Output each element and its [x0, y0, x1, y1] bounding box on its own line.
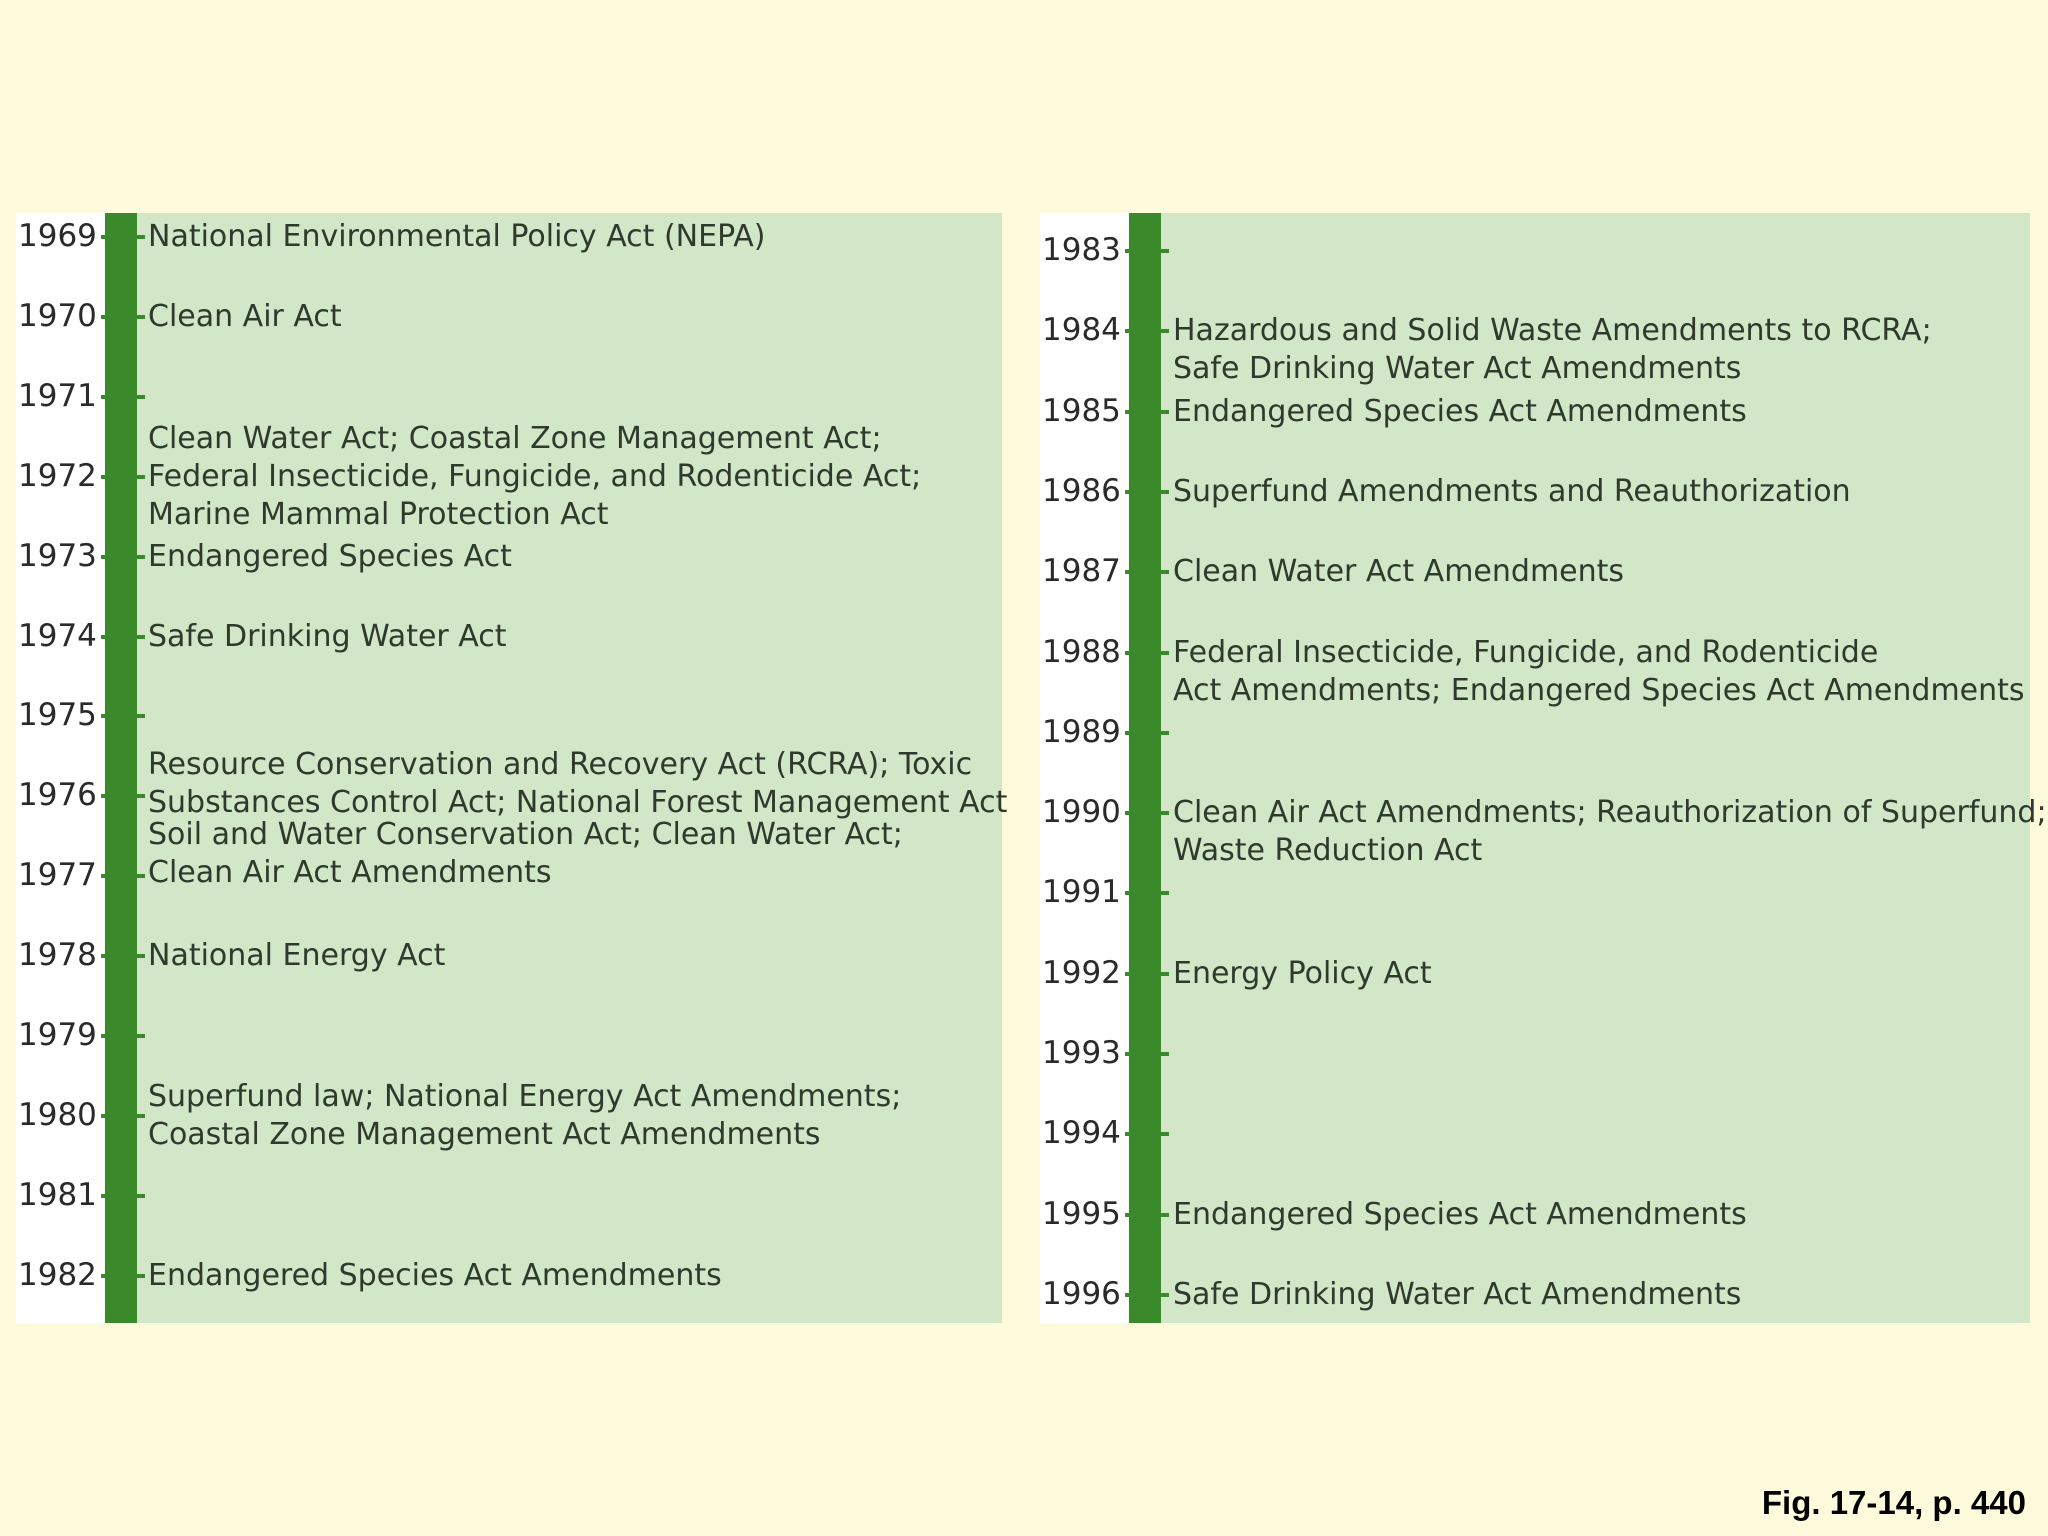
event-text: Waste Reduction Act	[1173, 833, 1483, 869]
year-tick	[101, 475, 145, 479]
event-text: National Energy Act	[148, 938, 446, 974]
year-tick	[101, 395, 145, 399]
year-label: 1978	[18, 937, 97, 974]
year-tick	[1125, 1052, 1169, 1056]
year-tick	[101, 874, 145, 878]
year-label: 1970	[18, 297, 97, 334]
year-tick	[1125, 329, 1169, 333]
event-text: Endangered Species Act Amendments	[1173, 393, 1747, 429]
year-tick	[101, 1114, 145, 1118]
year-tick	[1125, 490, 1169, 494]
year-label: 1980	[18, 1096, 97, 1133]
year-label: 1976	[18, 777, 97, 814]
year-tick	[101, 635, 145, 639]
event-text: Endangered Species Act Amendments	[148, 1257, 722, 1293]
event-text: Hazardous and Solid Waste Amendments to RCRA;	[1173, 313, 1932, 349]
year-label: 1969	[18, 218, 97, 254]
year-label: 1988	[1042, 633, 1121, 670]
event-text: Superfund law; National Energy Act Amendments;	[148, 1078, 902, 1114]
event-text: Superfund Amendments and Reauthorization	[1173, 473, 1851, 509]
year-label: 1992	[1042, 954, 1121, 991]
event-text: Safe Drinking Water Act Amendments	[1173, 351, 1742, 387]
year-label: 1985	[1042, 392, 1121, 429]
year-label: 1991	[1042, 874, 1121, 911]
year-label: 1981	[18, 1176, 97, 1213]
year-tick	[1125, 1213, 1169, 1217]
year-tick	[101, 714, 145, 718]
year-tick	[1125, 570, 1169, 574]
year-label: 1977	[18, 857, 97, 894]
event-text: Substances Control Act; National Forest Management Act	[148, 785, 1008, 821]
figure-caption: Fig. 17-14, p. 440	[1761, 1484, 2026, 1521]
timeline-panel-right	[1040, 213, 2047, 1323]
year-tick	[101, 1034, 145, 1038]
year-tick	[101, 1194, 145, 1198]
event-text: Endangered Species Act Amendments	[1173, 1196, 1747, 1232]
year-label: 1986	[1042, 472, 1121, 509]
year-tick	[101, 235, 145, 239]
event-text: Clean Air Act Amendments	[148, 855, 552, 891]
year-label: 1979	[18, 1017, 97, 1053]
year-tick	[1125, 811, 1169, 815]
year-label: 1989	[1042, 713, 1121, 750]
timeline-bar	[105, 213, 137, 1323]
year-tick	[1125, 410, 1169, 414]
year-tick	[101, 1274, 145, 1278]
event-text: Clean Air Act Amendments; Reauthorization of Superfund;	[1173, 795, 2047, 831]
year-label: 1971	[18, 377, 97, 414]
year-tick	[101, 794, 145, 798]
event-text: Endangered Species Act	[148, 538, 512, 574]
year-label: 1995	[1042, 1195, 1121, 1232]
year-tick	[101, 315, 145, 319]
year-label: 1974	[18, 617, 97, 654]
year-label: 1975	[18, 697, 97, 734]
year-label: 1993	[1042, 1035, 1121, 1071]
event-text: Soil and Water Conservation Act; Clean Water Act;	[148, 817, 903, 853]
year-label: 1982	[18, 1256, 97, 1293]
event-text: Safe Drinking Water Act	[148, 618, 507, 654]
year-tick	[1125, 1293, 1169, 1297]
year-tick	[101, 954, 145, 958]
event-text: Clean Air Act	[148, 298, 342, 334]
event-text: Marine Mammal Protection Act	[148, 496, 609, 532]
year-label: 1990	[1042, 794, 1121, 831]
event-text: National Environmental Policy Act (NEPA)	[148, 219, 766, 254]
year-label: 1996	[1042, 1275, 1121, 1312]
event-text: Safe Drinking Water Act Amendments	[1173, 1276, 1742, 1312]
event-text: Energy Policy Act	[1173, 955, 1432, 991]
event-text: Clean Water Act; Coastal Zone Management Act;	[148, 420, 882, 456]
year-tick	[1125, 1132, 1169, 1136]
event-text: Clean Water Act Amendments	[1173, 554, 1625, 590]
event-text: Federal Insecticide, Fungicide, and Rodenticide Act;	[148, 458, 922, 494]
event-text: Act Amendments; Endangered Species Act Amendments	[1173, 672, 2025, 708]
year-tick	[1125, 651, 1169, 655]
year-label: 1994	[1042, 1115, 1121, 1152]
year-label: 1984	[1042, 312, 1121, 349]
event-text: Federal Insecticide, Fungicide, and Rodenticide	[1173, 634, 1879, 670]
year-label: 1973	[18, 537, 97, 574]
event-text: Coastal Zone Management Act Amendments	[148, 1116, 821, 1152]
year-label: 1983	[1042, 232, 1121, 268]
year-tick	[1125, 731, 1169, 735]
year-tick	[101, 555, 145, 559]
year-label: 1972	[18, 457, 97, 494]
timeline-panel-left	[16, 213, 1008, 1323]
timeline-bar	[1129, 213, 1161, 1323]
year-tick	[1125, 972, 1169, 976]
year-label: 1987	[1042, 553, 1121, 590]
year-tick	[1125, 891, 1169, 895]
year-tick	[1125, 249, 1169, 253]
event-text: Resource Conservation and Recovery Act (RCRA); Toxic	[148, 747, 973, 783]
